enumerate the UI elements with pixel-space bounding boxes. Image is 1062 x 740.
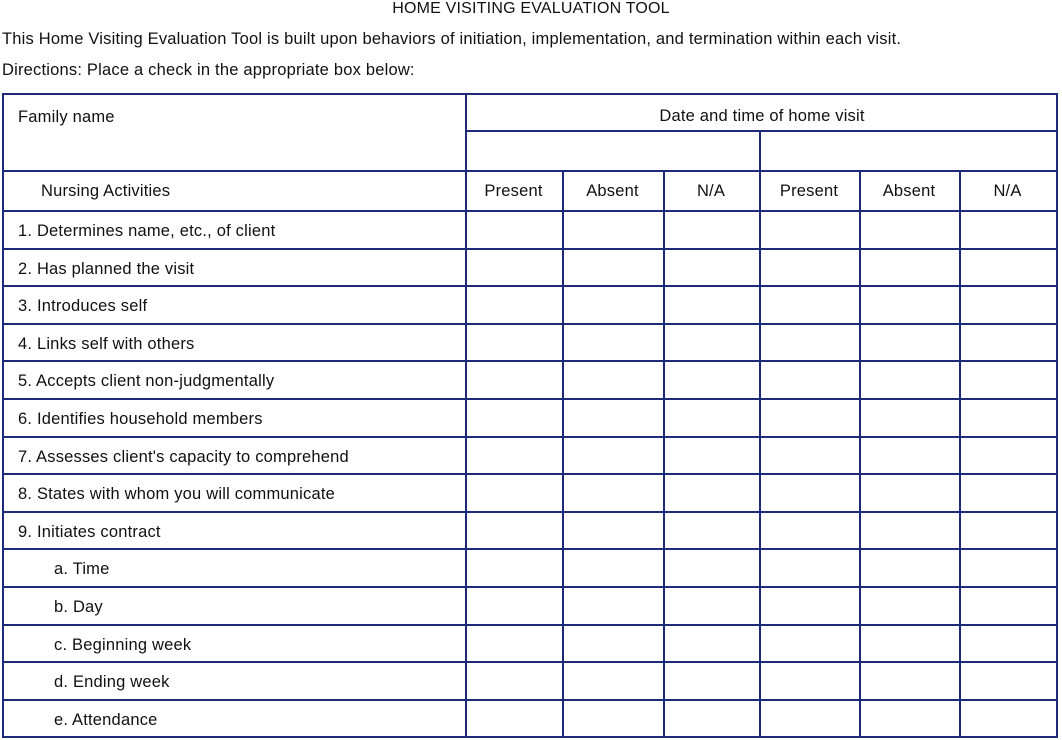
check-cell[interactable] — [665, 626, 759, 662]
check-cell[interactable] — [861, 475, 959, 511]
check-cell[interactable] — [761, 513, 859, 549]
activity-label: 3. Introduces self — [18, 297, 148, 315]
check-cell[interactable] — [961, 701, 1056, 737]
check-cell[interactable] — [961, 626, 1056, 662]
check-cell[interactable] — [861, 588, 959, 624]
check-cell[interactable] — [761, 250, 859, 286]
activity-label: d. Ending week — [54, 673, 170, 691]
check-cell[interactable] — [564, 475, 663, 511]
check-cell[interactable] — [665, 287, 759, 323]
check-cell[interactable] — [665, 701, 759, 737]
check-cell[interactable] — [961, 513, 1056, 549]
check-cell[interactable] — [665, 362, 759, 398]
check-cell[interactable] — [761, 287, 859, 323]
document-title: HOME VISITING EVALUATION TOOL — [392, 0, 670, 17]
check-cell[interactable] — [564, 588, 663, 624]
check-cell[interactable] — [665, 550, 759, 586]
check-cell[interactable] — [467, 588, 562, 624]
check-cell[interactable] — [564, 550, 663, 586]
directions-text: Directions: Place a check in the appropriate box below: — [2, 61, 415, 79]
check-cell[interactable] — [564, 362, 663, 398]
check-cell[interactable] — [961, 212, 1056, 248]
check-cell[interactable] — [961, 400, 1056, 436]
check-cell[interactable] — [861, 438, 959, 474]
check-cell[interactable] — [861, 287, 959, 323]
visit-date-field-2[interactable] — [761, 132, 1056, 170]
check-cell[interactable] — [961, 550, 1056, 586]
check-cell[interactable] — [665, 475, 759, 511]
activity-label: 9. Initiates contract — [18, 523, 161, 541]
check-cell[interactable] — [861, 400, 959, 436]
check-cell[interactable] — [467, 626, 562, 662]
check-cell[interactable] — [564, 438, 663, 474]
check-cell[interactable] — [467, 475, 562, 511]
activity-label: 6. Identifies household members — [18, 410, 263, 428]
check-cell[interactable] — [467, 438, 562, 474]
check-cell[interactable] — [961, 250, 1056, 286]
check-cell[interactable] — [761, 626, 859, 662]
check-cell[interactable] — [761, 438, 859, 474]
check-cell[interactable] — [564, 701, 663, 737]
activity-label: a. Time — [54, 560, 110, 578]
check-cell[interactable] — [665, 438, 759, 474]
activity-label: e. Attendance — [54, 711, 158, 729]
activity-label: 2. Has planned the visit — [18, 260, 195, 278]
header-rule — [4, 170, 1056, 172]
nursing-activities-header: Nursing Activities — [41, 182, 171, 200]
check-cell[interactable] — [761, 325, 859, 361]
check-cell[interactable] — [665, 400, 759, 436]
check-cell[interactable] — [961, 287, 1056, 323]
date-time-header: Date and time of home visit — [659, 107, 865, 125]
column-header-present-1: Present — [484, 182, 543, 200]
check-cell[interactable] — [564, 663, 663, 699]
check-cell[interactable] — [467, 513, 562, 549]
check-cell[interactable] — [761, 362, 859, 398]
activity-label: 7. Assesses client's capacity to comprehend — [18, 448, 349, 466]
check-cell[interactable] — [665, 325, 759, 361]
intro-text: This Home Visiting Evaluation Tool is built upon behaviors of initiation, implementation, and termination within each visit. — [2, 30, 902, 48]
check-cell[interactable] — [564, 513, 663, 549]
check-cell[interactable] — [467, 362, 562, 398]
check-cell[interactable] — [467, 701, 562, 737]
check-cell[interactable] — [564, 400, 663, 436]
check-cell[interactable] — [761, 701, 859, 737]
check-cell[interactable] — [467, 212, 562, 248]
visit-date-field-1[interactable] — [467, 132, 759, 170]
column-header-absent-1: Absent — [586, 182, 639, 200]
check-cell[interactable] — [665, 250, 759, 286]
check-cell[interactable] — [861, 325, 959, 361]
check-cell[interactable] — [861, 550, 959, 586]
check-cell[interactable] — [861, 626, 959, 662]
check-cell[interactable] — [961, 663, 1056, 699]
check-cell[interactable] — [861, 362, 959, 398]
activity-label: b. Day — [54, 598, 103, 616]
check-cell[interactable] — [564, 212, 663, 248]
activity-label: 8. States with whom you will communicate — [18, 485, 336, 503]
activity-label: 1. Determines name, etc., of client — [18, 222, 276, 240]
check-cell[interactable] — [467, 250, 562, 286]
evaluation-table — [2, 93, 1058, 738]
check-cell[interactable] — [761, 475, 859, 511]
check-cell[interactable] — [961, 438, 1056, 474]
check-cell[interactable] — [665, 588, 759, 624]
activity-label: 4. Links self with others — [18, 335, 195, 353]
family-name-label: Family name — [18, 108, 115, 126]
check-cell[interactable] — [467, 663, 562, 699]
check-cell[interactable] — [861, 701, 959, 737]
check-cell[interactable] — [861, 663, 959, 699]
check-cell[interactable] — [467, 400, 562, 436]
check-cell[interactable] — [761, 663, 859, 699]
check-cell[interactable] — [467, 550, 562, 586]
check-cell[interactable] — [665, 513, 759, 549]
check-cell[interactable] — [961, 475, 1056, 511]
check-cell[interactable] — [861, 212, 959, 248]
column-header-present-2: Present — [779, 182, 839, 200]
check-cell[interactable] — [761, 212, 859, 248]
check-cell[interactable] — [564, 250, 663, 286]
check-cell[interactable] — [665, 212, 759, 248]
check-cell[interactable] — [961, 588, 1056, 624]
check-cell[interactable] — [761, 550, 859, 586]
check-cell[interactable] — [861, 513, 959, 549]
check-cell[interactable] — [564, 325, 663, 361]
column-header-absent-2: Absent — [882, 182, 936, 200]
check-cell[interactable] — [761, 588, 859, 624]
check-cell[interactable] — [467, 325, 562, 361]
check-cell[interactable] — [861, 250, 959, 286]
check-cell[interactable] — [961, 362, 1056, 398]
activity-label: c. Beginning week — [54, 636, 192, 654]
check-cell[interactable] — [564, 626, 663, 662]
activity-label: 5. Accepts client non-judgmentally — [18, 372, 275, 390]
check-cell[interactable] — [665, 663, 759, 699]
check-cell[interactable] — [467, 287, 562, 323]
check-cell[interactable] — [761, 400, 859, 436]
check-cell[interactable] — [961, 325, 1056, 361]
column-header-na-1: N/A — [696, 182, 726, 200]
column-header-na-2: N/A — [993, 182, 1022, 200]
check-cell[interactable] — [564, 287, 663, 323]
